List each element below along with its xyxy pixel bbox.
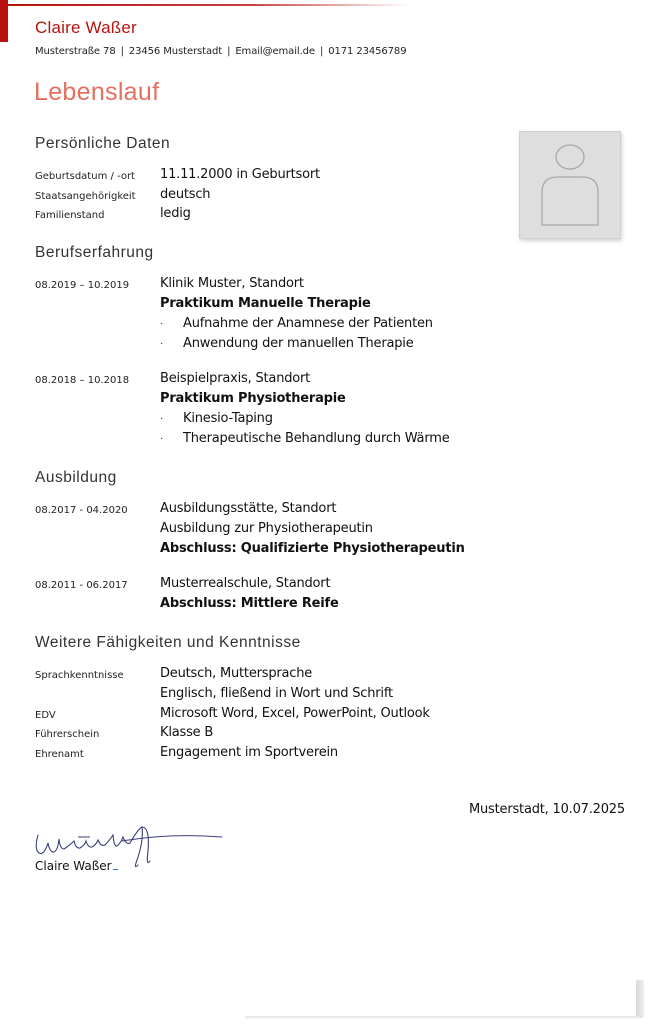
education-degree: Abschluss: Mittlere Reife [160, 596, 339, 611]
bullet-marker: · [160, 338, 164, 349]
skills-label-volunteer: Ehrenamt [35, 749, 84, 760]
experience-bullet: Anwendung der manuellen Therapie [183, 336, 414, 351]
text-cursor [113, 869, 118, 870]
contact-separator: | [120, 46, 124, 57]
personal-label-nationality: Staatsangehörigkeit [35, 191, 136, 202]
place-date: Musterstadt, 10.07.2025 [469, 802, 625, 817]
experience-employer: Klinik Muster, Standort [160, 276, 304, 291]
experience-position: Praktikum Physiotherapie [160, 391, 346, 406]
profile-photo-placeholder [519, 131, 621, 239]
education-period: 08.2011 - 06.2017 [35, 580, 128, 591]
education-period: 08.2017 - 04.2020 [35, 505, 128, 516]
contact-city: 23456 Musterstadt [128, 46, 223, 57]
experience-bullet: Aufnahme der Anamnese der Patienten [183, 316, 433, 331]
page-shadow [636, 980, 644, 1018]
education-institution: Ausbildungsstätte, Standort [160, 501, 337, 516]
education-institution: Musterrealschule, Standort [160, 576, 331, 591]
section-title-skills: Weitere Fähigkeiten und Kenntnisse [35, 634, 301, 651]
contact-separator: | [319, 46, 324, 57]
personal-label-birth: Geburtsdatum / -ort [35, 171, 135, 182]
skills-value-it: Microsoft Word, Excel, PowerPoint, Outlook [160, 706, 430, 721]
personal-value-birth: 11.11.2000 in Geburtsort [160, 167, 320, 182]
experience-period: 08.2018 – 10.2018 [35, 375, 130, 386]
skills-value-license: Klasse B [160, 725, 214, 740]
signature-name-text: Claire Waßer [35, 859, 112, 873]
document-title: Lebenslauf [34, 78, 160, 106]
bullet-marker: · [160, 433, 164, 444]
contact-line [35, 46, 406, 57]
experience-position: Praktikum Manuelle Therapie [160, 296, 371, 311]
skills-label-license: Führerschein [35, 729, 100, 740]
experience-bullet: Therapeutische Behandlung durch Wärme [183, 431, 450, 446]
education-program: Ausbildung zur Physiotherapeutin [160, 521, 373, 536]
personal-value-nationality: deutsch [160, 187, 211, 202]
experience-period: 08.2019 – 10.2019 [35, 280, 130, 291]
person-silhouette-icon [520, 132, 620, 238]
skills-value-volunteer: Engagement im Sportverein [160, 745, 338, 760]
bullet-marker: · [160, 413, 164, 424]
experience-employer: Beispielpraxis, Standort [160, 371, 311, 386]
contact-address: Musterstraße 78 [35, 46, 116, 57]
experience-bullet: Kinesio-Taping [183, 411, 273, 426]
skills-value-language: Englisch, fließend in Wort und Schrift [160, 686, 393, 701]
skills-label-languages: Sprachkenntnisse [35, 670, 124, 681]
skills-value-language: Deutsch, Muttersprache [160, 666, 313, 681]
contact-phone: 0171 23456789 [328, 46, 407, 57]
header-accent-line [8, 4, 410, 6]
applicant-name: Claire Waßer [35, 18, 137, 37]
section-title-personal: Persönliche Daten [35, 135, 171, 152]
skills-label-it: EDV [35, 710, 56, 721]
header-accent-bar [0, 0, 8, 42]
section-title-experience: Berufserfahrung [35, 244, 154, 261]
contact-email: Email@email.de [235, 46, 315, 57]
contact-separator: | [227, 46, 231, 57]
personal-value-marital: ledig [160, 206, 191, 221]
bullet-marker: · [160, 318, 164, 329]
signature-name [35, 859, 118, 873]
education-degree: Abschluss: Qualifizierte Physiotherapeutin [160, 541, 465, 556]
page-shadow [245, 1016, 640, 1019]
section-title-education: Ausbildung [35, 469, 117, 486]
personal-label-marital: Familienstand [35, 210, 105, 221]
